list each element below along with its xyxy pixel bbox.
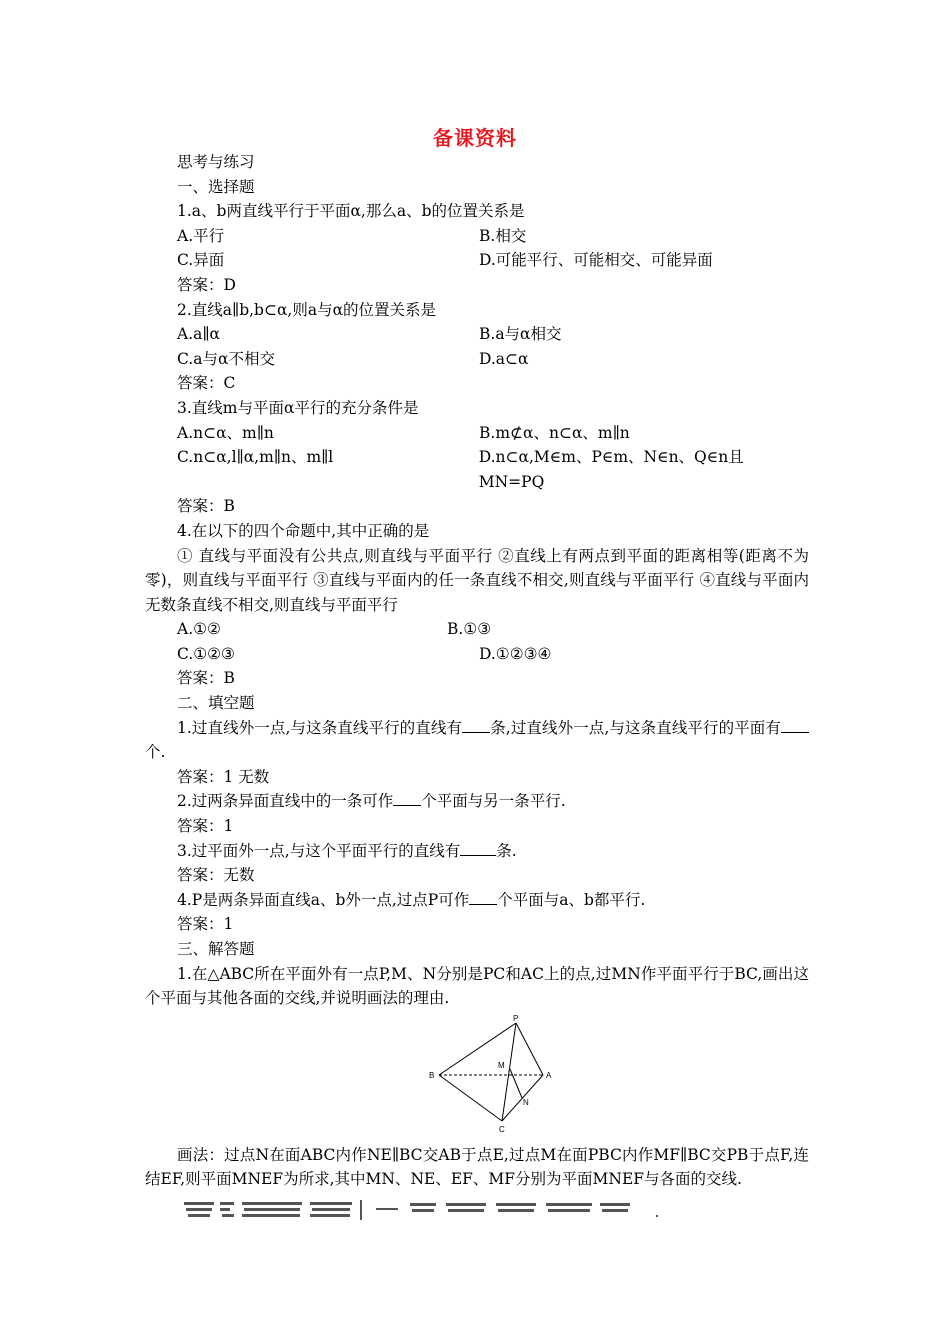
f1-blank-2	[781, 716, 809, 733]
q4-option-d: D.①②③④	[479, 644, 552, 663]
f4-question: 4.P是两条异面直线a、b外一点,过点P可作 个平面与a、b都平行.	[145, 888, 809, 913]
q3-option-b: B.m⊄α、n⊂α、m∥n	[479, 423, 630, 442]
q1-options-row1	[145, 224, 809, 249]
heading: 思考与练习	[177, 153, 255, 171]
q4-options-row2	[145, 642, 809, 667]
q4-option-a: A.①②	[177, 620, 221, 639]
q1-option-d: D.可能平行、可能相交、可能异面	[479, 251, 713, 270]
f2-question: 2.过两条异面直线中的一条可作 个平面与另一条平行.	[145, 789, 809, 814]
q3-option-c: C.n⊂α,l∥α,m∥n、m∥l	[177, 448, 334, 467]
q2-options-row1	[145, 322, 809, 347]
q2-option-b: B.a与α相交	[479, 325, 562, 344]
q4-option-c: C.①②③	[177, 644, 235, 663]
label-n: N	[523, 1097, 529, 1107]
q3-answer: 答案：B	[177, 497, 235, 516]
tetrahedron-figure	[145, 1011, 809, 1143]
edge-bc	[439, 1075, 502, 1121]
q4-statements: ① 直线与平面没有公共点,则直线与平面平行 ②直线上有两点到平面的距离相等(距离不为零)，则直线与平面平行 ③直线与平面内的任一条直线不相交,则直线与平面平行 ④直线与平面内无数条直线不相交,则直线与平面平行	[145, 546, 809, 614]
s1-stem: 1.在△ABC所在平面外有一点P,M、N分别是PC和AC上的点,过MN作平面平行于BC,画出这个平面与其他各面的交线,并说明画法的理由.	[145, 964, 809, 1008]
section-fill: 二、填空题	[177, 694, 255, 713]
q3-stem: 3.直线m与平面α平行的充分条件是	[177, 398, 419, 417]
q1-answer: 答案：D	[177, 275, 236, 294]
f2-answer: 答案：1	[177, 817, 234, 836]
q1-option-c: C.异面	[177, 251, 225, 270]
f3-question: 3.过平面外一点,与这个平面平行的直线有 条.	[145, 839, 809, 864]
section-choice: 一、选择题	[177, 177, 255, 196]
garbled-footer-graphic	[180, 1198, 670, 1220]
segment-mn	[510, 1069, 522, 1098]
f4-answer: 答案：1	[177, 915, 234, 934]
q1-option-b: B.相交	[479, 226, 527, 245]
q3-option-a: A.n⊂α、m∥n	[177, 423, 274, 442]
f2-blank	[393, 789, 421, 806]
s1-solution: 画法：过点N在面ABC内作NE∥BC交AB于点E,过点M在面PBC内作MF∥BC交PB于点F,连结EF,则平面MNEF为所求,其中MN、NE、EF、MF分别为平面MNEF与各面的交线.	[145, 1145, 809, 1189]
q3-options-row2	[145, 445, 809, 494]
document-body	[145, 150, 809, 1192]
f1-blank-1	[462, 716, 490, 733]
q2-stem: 2.直线a∥b,b⊂α,则a与α的位置关系是	[177, 300, 437, 319]
q4-answer: 答案：B	[177, 669, 235, 688]
label-c: C	[499, 1124, 505, 1134]
q4-options-row1	[145, 617, 809, 642]
q2-option-d: D.a⊂α	[479, 349, 529, 368]
f3-answer: 答案：无数	[177, 866, 255, 885]
section-solve: 三、解答题	[177, 940, 255, 958]
label-a: A	[546, 1070, 552, 1080]
q1-options-row2	[145, 248, 809, 273]
label-b: B	[429, 1070, 435, 1080]
label-p: P	[513, 1013, 519, 1023]
label-m: M	[498, 1060, 505, 1070]
edge-pc	[502, 1023, 516, 1121]
f1-answer: 答案：1 无数	[177, 767, 270, 786]
q3-option-d: D.n⊂α,M∈m、P∈m、N∈n、Q∈n且MN=PQ	[478, 448, 744, 491]
q2-answer: 答案：C	[177, 374, 236, 393]
f1-question: 1.过直线外一点,与这条直线平行的直线有 条,过直线外一点,与这条直线平行的平面有个.	[145, 716, 809, 765]
f3-blank	[460, 839, 496, 856]
q1-option-a: A.平行	[177, 226, 225, 245]
q2-option-c: C.a与α不相交	[177, 349, 275, 368]
q1-stem: 1.a、b两直线平行于平面α,那么a、b的位置关系是	[177, 202, 525, 221]
q4-stem: 4.在以下的四个命题中,其中正确的是	[177, 521, 430, 540]
q4-option-b: B.①③	[447, 620, 492, 639]
edge-pa	[516, 1023, 543, 1075]
q3-options-row1	[145, 421, 809, 446]
page-title: 备课资料	[433, 126, 517, 150]
q2-options-row2	[145, 347, 809, 372]
tetrahedron-diagram	[428, 1013, 558, 1141]
f4-blank	[469, 888, 497, 905]
q2-option-a: A.a∥α	[177, 325, 220, 344]
